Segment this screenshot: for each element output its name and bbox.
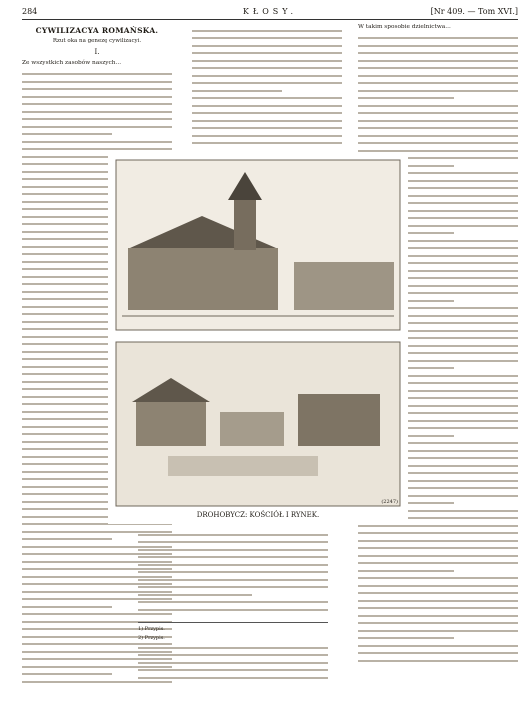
text-line (358, 147, 518, 155)
text-line (358, 87, 518, 95)
text-line (138, 546, 328, 554)
text-line (358, 530, 518, 538)
text-line (22, 86, 172, 94)
text-line (192, 65, 342, 73)
text-line (138, 652, 328, 660)
text-line (358, 110, 518, 118)
text-line (192, 50, 342, 58)
text-line (192, 57, 342, 65)
text-line (192, 80, 342, 88)
text-line (192, 72, 342, 80)
middle-column (192, 24, 342, 152)
text-line (358, 635, 518, 643)
text-line (192, 95, 342, 103)
text-line (358, 560, 518, 568)
text-line (358, 545, 518, 553)
text-line (22, 138, 172, 146)
text-line (138, 674, 328, 682)
text-line (192, 35, 342, 43)
article-excerpt: Ze wszystkich zasobów naszych... (22, 60, 122, 66)
text-line (138, 539, 328, 547)
text-line (358, 582, 518, 590)
article-subtitle: Rzut oka na genezę cywilizacyi. (52, 38, 142, 44)
text-line (358, 72, 518, 80)
text-placeholder (138, 531, 328, 614)
text-line (192, 27, 342, 35)
text-line (22, 93, 172, 101)
text-line (22, 131, 172, 139)
text-line (358, 552, 518, 560)
page-header (22, 5, 518, 20)
text-line (22, 123, 172, 131)
figure-number: (2247) (381, 499, 398, 505)
text-line (138, 644, 328, 652)
text-line (358, 125, 518, 133)
text-line (192, 110, 342, 118)
text-line (138, 591, 328, 599)
text-line (358, 80, 518, 88)
text-line (192, 132, 342, 140)
text-line (138, 584, 328, 592)
text-line (358, 650, 518, 658)
text-line (358, 575, 518, 583)
text-line (358, 57, 518, 65)
text-line (192, 125, 342, 133)
text-line (358, 620, 518, 628)
illustration (108, 156, 408, 524)
text-line (358, 627, 518, 635)
text-line (192, 117, 342, 125)
text-line (358, 597, 518, 605)
text-line (138, 606, 328, 614)
church-engraving (116, 160, 400, 330)
text-line (22, 71, 172, 79)
footnote: 2) Przypis. (138, 634, 165, 641)
article-title: CYWILIZACYA ROMAŃSKA. (35, 26, 159, 35)
text-placeholder (192, 27, 342, 147)
text-line (138, 667, 328, 675)
text-line (358, 657, 518, 665)
text-placeholder (138, 644, 328, 682)
page-number: 284 (22, 7, 38, 16)
bottom-middle-column (138, 528, 328, 618)
text-line (192, 102, 342, 110)
text-line (358, 642, 518, 650)
text-line (358, 590, 518, 598)
text-line (138, 561, 328, 569)
text-line (358, 42, 518, 50)
text-line (358, 140, 518, 148)
text-line (358, 65, 518, 73)
section-number: I. (94, 48, 100, 56)
text-line (358, 605, 518, 613)
text-line (358, 612, 518, 620)
text-line (138, 569, 328, 577)
text-line (22, 108, 172, 116)
text-line (358, 102, 518, 110)
figure-caption: DROHOBYCZ: KOŚCIÓŁ I RYNEK. (196, 511, 320, 519)
text-line (358, 50, 518, 58)
text-line (22, 101, 172, 109)
text-line (192, 42, 342, 50)
text-line (138, 659, 328, 667)
text-line (138, 531, 328, 539)
text-line (22, 116, 172, 124)
text-line (358, 537, 518, 545)
text-line (358, 35, 518, 43)
footnote: 1) Przypis. (138, 626, 165, 632)
issue-info: [Nr 409. — Tom XVI.] (430, 7, 518, 16)
text-line (22, 78, 172, 86)
article-excerpt: W takim sposobie dzielnictwa... (358, 24, 451, 30)
text-line (192, 87, 342, 95)
text-line (138, 576, 328, 584)
text-line (358, 95, 518, 103)
text-line (22, 146, 172, 154)
text-line (358, 567, 518, 575)
text-line (192, 140, 342, 148)
masthead: KŁOSY. (242, 7, 298, 16)
engraving (108, 156, 408, 524)
text-line (358, 117, 518, 125)
market-engraving (116, 342, 400, 506)
footnotes (138, 622, 328, 682)
text-line (358, 132, 518, 140)
text-line (138, 599, 328, 607)
text-line (138, 554, 328, 562)
